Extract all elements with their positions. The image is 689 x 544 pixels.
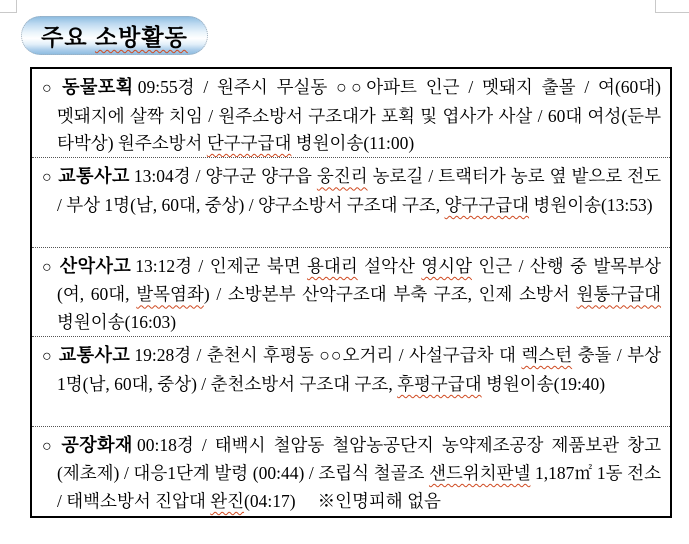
item-bullet-icon: ○ <box>42 258 54 276</box>
misspelled-word: 렉스턴 <box>521 345 573 366</box>
text-segment: 병원이송(16:03) <box>57 311 177 332</box>
misspelled-word: 단구구급대 <box>206 133 292 154</box>
text-segment: 병원이송(11:00) <box>291 133 415 154</box>
table-corner-artifact-left <box>0 0 17 13</box>
section-title-capsule <box>21 16 208 55</box>
misspelled-word: 영시암 <box>421 255 472 276</box>
misspelled-word: 후평구급대 <box>397 373 482 394</box>
report-item <box>32 248 670 337</box>
item-category: 산악사고 <box>59 255 132 276</box>
text-segment: 13:12경 / 인제군 북면 <box>135 255 308 276</box>
item-category: 공장화재 <box>61 434 133 455</box>
table-corner-artifact-right <box>655 0 689 13</box>
text-segment: 병원이송(13:53) <box>529 194 653 215</box>
report-item-text <box>42 163 661 219</box>
text-segment: ) / 소방본부 산악구조대 부축 구조, 인제 소방서 <box>203 284 577 305</box>
item-bullet-icon: ○ <box>42 169 53 187</box>
item-bullet-icon: ○ <box>42 437 56 455</box>
report-item <box>32 69 670 158</box>
text-segment: 00:18경 / 태백시 철암동 철암농공단지 농약제조공장 제품보관 창고(제초제) / 대응1단계 발령 (00:44) / 조립식 철골조 <box>57 434 661 484</box>
text-segment: 13:04경 / 양구군 양구읍 <box>133 166 317 187</box>
report-item-text <box>42 253 661 337</box>
misspelled-word: 웅진리 <box>316 166 368 187</box>
text-segment: 충돌 / 부상 1명(남, 60대, 중상) / 춘천소방서 구조대 구조, <box>57 345 661 394</box>
misspelled-word: 양구구급대 <box>444 194 530 215</box>
misspelled-word: 완진 <box>210 490 245 511</box>
misspelled-word: 원통구급대 <box>576 284 662 305</box>
text-segment: (04:17) <box>244 490 296 511</box>
item-category: 교통사고 <box>58 166 130 187</box>
fire-activity-report-box <box>30 67 672 518</box>
misspelled-word: 용대리 <box>307 255 358 276</box>
text-segment: 설악산 <box>357 255 422 276</box>
text-segment: ※인명피해 없음 <box>317 490 441 511</box>
page-title-text <box>41 19 188 52</box>
title-text-segment: 주요 <box>41 24 95 50</box>
misspelled-word: 발목염좌 <box>136 284 204 305</box>
report-item-text <box>42 432 661 516</box>
report-item-text <box>42 342 661 398</box>
item-bullet-icon: ○ <box>42 80 57 97</box>
title-misspelled-word: 소방활동 <box>94 24 188 50</box>
misspelled-word: 샌드위치판넬 <box>428 463 531 484</box>
text-segment: 19:28경 / 춘천시 후평동 ○○오거리 / 사설구급차 대 <box>134 345 522 366</box>
item-category: 동물포획 <box>62 77 134 97</box>
report-item-list <box>32 69 670 516</box>
item-bullet-icon: ○ <box>42 348 53 366</box>
text-segment: 농로길 / 트랙터가 농로 옆 밭으로 전도 / 부상 1명(남, 60대, 중상) / 양구소방서 구조대 구조, <box>57 166 662 215</box>
report-item-text <box>42 74 661 158</box>
text-segment: 인근 / 산행 중 발목부상(여, 60대, <box>57 255 662 305</box>
report-item <box>32 158 670 247</box>
text-segment: 09:55경 / 원주시 무실동 ○○아파트 인근 / 멧돼지 출몰 / 여(60대) 멧돼지에 살짝 치임 / 원주소방서 구조대가 포획 및 엽사가 사살 / 60대 여성(둔부 타박상) 원주소방서 <box>57 77 662 154</box>
report-item <box>32 337 670 426</box>
report-item <box>32 427 670 516</box>
item-category: 교통사고 <box>58 345 131 366</box>
text-segment: 1,187㎡ 1동 전소 / 태백소방서 진압대 <box>57 463 661 511</box>
text-segment: 병원이송(19:40) <box>481 373 606 394</box>
